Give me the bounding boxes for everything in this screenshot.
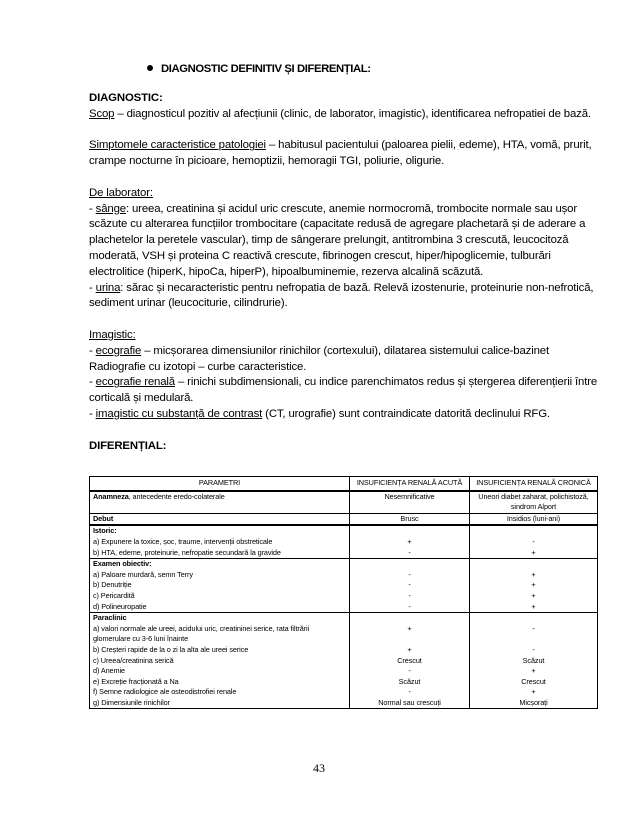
examen-cronica-value: + xyxy=(531,580,536,590)
paraclinic-cronica-value: + xyxy=(531,687,536,697)
ecografie-paragraph xyxy=(89,344,604,360)
istoric-acuta-value: - xyxy=(408,547,411,557)
paraclinic-cronica-value: - xyxy=(532,623,535,633)
paraclinic-acuta-value: - xyxy=(408,666,411,676)
anamneza-cell xyxy=(90,491,350,514)
anamneza-acuta: Nesemnificative xyxy=(350,491,470,514)
examen-title: Examen obiectiv: xyxy=(93,559,152,569)
examen-item: a) Paloare murdară, semn Terry xyxy=(93,569,193,579)
scop-label: Scop xyxy=(89,107,115,120)
simptome-label: Simptomele caracteristice patologiei xyxy=(89,139,266,152)
ecografie-renala-label: ecografie renală xyxy=(95,376,175,389)
paraclinic-cronica-value: - xyxy=(532,644,535,654)
differential-table xyxy=(89,476,598,709)
imagistic-title: Imagistic: xyxy=(89,328,136,341)
paraclinic-acuta-value: Crescut xyxy=(397,655,422,665)
istoric-cronica-value: - xyxy=(532,536,535,546)
anamneza-label: Anamneza xyxy=(93,491,129,501)
examen-acuta-value: - xyxy=(408,569,411,579)
debut-label: Debut xyxy=(90,513,350,525)
bullet-icon xyxy=(147,65,153,71)
radiografie-paragraph: Radiografie cu izotopi – curbe caracteristice. xyxy=(89,360,307,373)
sange-paragraph xyxy=(89,202,604,281)
section-heading-text: DIAGNOSTIC DEFINITIV ȘI DIFERENȚIAL: xyxy=(161,63,371,75)
diferential-title: DIFERENȚIAL: xyxy=(89,439,167,452)
examen-item: c) Pericardită xyxy=(93,590,135,600)
urina-label: urina xyxy=(95,281,121,294)
ecografie-text: – micșorarea dimensiunilor rinichilor (cortexului), dilatarea sistemului calice-bazinet xyxy=(141,344,549,357)
paraclinic-acuta-value: + xyxy=(407,644,412,654)
imagistic-contrast-text: (CT, urografie) sunt contraindicate datorită declinului RFG. xyxy=(262,407,550,420)
istoric-title: Istoric: xyxy=(93,526,117,536)
sange-text: : ureea, creatinina și acidul uric crescute, anemie normocromă, trombocite normale sau ușor scăzute cu alterarea funcțiilor trombocitare (capacitate redusă de agregare plachetară și de aderare a plachetelor la peretele vascular), timp de sângerare prelungit, antitrombina 3 crescută, leucocitoză moderată, VSH și proteina C reactivă crescute, fibrinogen crescut, hiper/hipoglicemie, tulburări electrolitice (hiperK, hipoCa, hiperP), hipoalbuminemie, rezerva alcalină scăzută. xyxy=(89,202,586,278)
ecor-prefix: - xyxy=(89,376,96,389)
paraclinic-cronica-value: Crescut xyxy=(521,676,546,686)
istoric-cronica-value: + xyxy=(531,547,536,557)
examen-cronica xyxy=(470,559,598,613)
examen-acuta-value: - xyxy=(408,580,411,590)
examen-acuta xyxy=(350,559,470,613)
istoric-cell xyxy=(90,525,350,558)
istoric-acuta-value: + xyxy=(407,536,412,546)
paraclinic-item: g) Dimensiunile rinichilor xyxy=(93,697,170,707)
eco-prefix: - xyxy=(89,344,96,357)
ecografie-label: ecografie xyxy=(95,344,142,357)
imagistic-contrast-paragraph xyxy=(89,407,604,423)
paraclinic-cronica-value: Micșorați xyxy=(519,697,548,707)
header-cronica: INSUFICIENȚA RENALĂ CRONICĂ xyxy=(470,477,598,491)
ecografie-renala-paragraph xyxy=(89,375,604,407)
examen-cell xyxy=(90,559,350,613)
paraclinic-cell xyxy=(90,613,350,709)
table-row xyxy=(90,513,598,525)
scop-text: – diagnosticul pozitiv al afecțiunii (clinic, de laborator, imagistic), identificarea nefropatiei de bază. xyxy=(114,107,591,120)
header-parametri: PARAMETRI xyxy=(90,477,350,491)
sange-label: sânge xyxy=(95,202,126,215)
debut-acuta: Brusc xyxy=(350,513,470,525)
istoric-cronica xyxy=(470,525,598,558)
examen-item: b) Denutriție xyxy=(93,580,132,590)
section-heading xyxy=(147,63,371,75)
examen-acuta-value: - xyxy=(408,601,411,611)
istoric-acuta xyxy=(350,525,470,558)
header-acuta: INSUFICIENȚA RENALĂ ACUTĂ xyxy=(350,477,470,491)
examen-cronica-value: + xyxy=(531,590,536,600)
anamneza-rest: , antecedente eredo-colaterale xyxy=(128,491,225,501)
laborator-title: De laborator: xyxy=(89,186,153,199)
diagnostic-title: DIAGNOSTIC: xyxy=(89,92,163,104)
paraclinic-item: c) Ureea/creatinina serică xyxy=(93,655,174,665)
paraclinic-cronica-value: Scăzut xyxy=(522,655,545,665)
table-row xyxy=(90,525,598,558)
urina-paragraph xyxy=(89,281,604,313)
paraclinic-acuta-value: Scăzut xyxy=(398,676,421,686)
examen-cronica-value: + xyxy=(531,601,536,611)
examen-acuta-value: - xyxy=(408,590,411,600)
imagistic-contrast-label: imagistic cu substanță de contrast xyxy=(95,407,263,420)
paraclinic-item: a) valori normale ale ureei, acidului uric, creatininei serice, rata filtrării glomerulare cu 3-6 luni înainte xyxy=(93,623,310,644)
istoric-item: b) HTA, edeme, proteinurie, nefropatie secundară la gravide xyxy=(93,547,281,557)
table-header-row xyxy=(90,477,598,491)
table-row xyxy=(90,559,598,613)
paraclinic-acuta-value: Normal sau crescuți xyxy=(378,697,441,707)
page-number: 43 xyxy=(313,761,325,775)
document-body xyxy=(89,91,604,454)
paraclinic-item: e) Excreție fracționată a Na xyxy=(93,676,179,686)
examen-cronica-value: + xyxy=(531,569,536,579)
examen-item: d) Polineuropatie xyxy=(93,601,147,611)
table-row xyxy=(90,613,598,709)
paraclinic-cronica xyxy=(470,613,598,709)
ecografie-renala-text: – rinichi subdimensionali, cu indice parenchimatos redus și ștergerea diferențierii între corticală și medulară. xyxy=(89,376,598,405)
simptome-text: – habitusul pacientului (paloarea pielii, edeme), HTA, vomă, prurit, crampe nocturne în picioare, hemoptizii, hemoragii TGI, poliurie, oligurie. xyxy=(89,139,592,168)
paraclinic-acuta-value: - xyxy=(408,687,411,697)
simptome-paragraph xyxy=(89,138,604,170)
scop-paragraph xyxy=(89,107,604,123)
table-row xyxy=(90,491,598,514)
paraclinic-cronica-value: + xyxy=(531,666,536,676)
istoric-item: a) Expunere la toxice, șoc, traume, intervenții obstreticale xyxy=(93,536,273,546)
paraclinic-item: d) Anemie xyxy=(93,666,125,676)
urina-text: : sărac și necaracteristic pentru nefropatia de bază. Relevă izostenurie, proteinurie non-nefrotică, sediment urinar (leucociturie, cilindrurie). xyxy=(89,281,594,310)
paraclinic-item: f) Semne radiologice ale osteodistrofiei renale xyxy=(93,687,237,697)
paraclinic-acuta xyxy=(350,613,470,709)
sange-prefix: - xyxy=(89,202,96,215)
img-prefix: - xyxy=(89,407,96,420)
paraclinic-title: Paraclinic xyxy=(93,613,127,623)
paraclinic-acuta-value: + xyxy=(407,623,412,633)
urina-prefix: - xyxy=(89,281,96,294)
debut-cronica: Insidios (luni-ani) xyxy=(470,513,598,525)
paraclinic-item: b) Creșteri rapide de la o zi la alta ale ureei serice xyxy=(93,644,249,654)
anamneza-cronica: Uneori diabet zaharat, polichistoză, sindrom Alport xyxy=(470,491,598,514)
